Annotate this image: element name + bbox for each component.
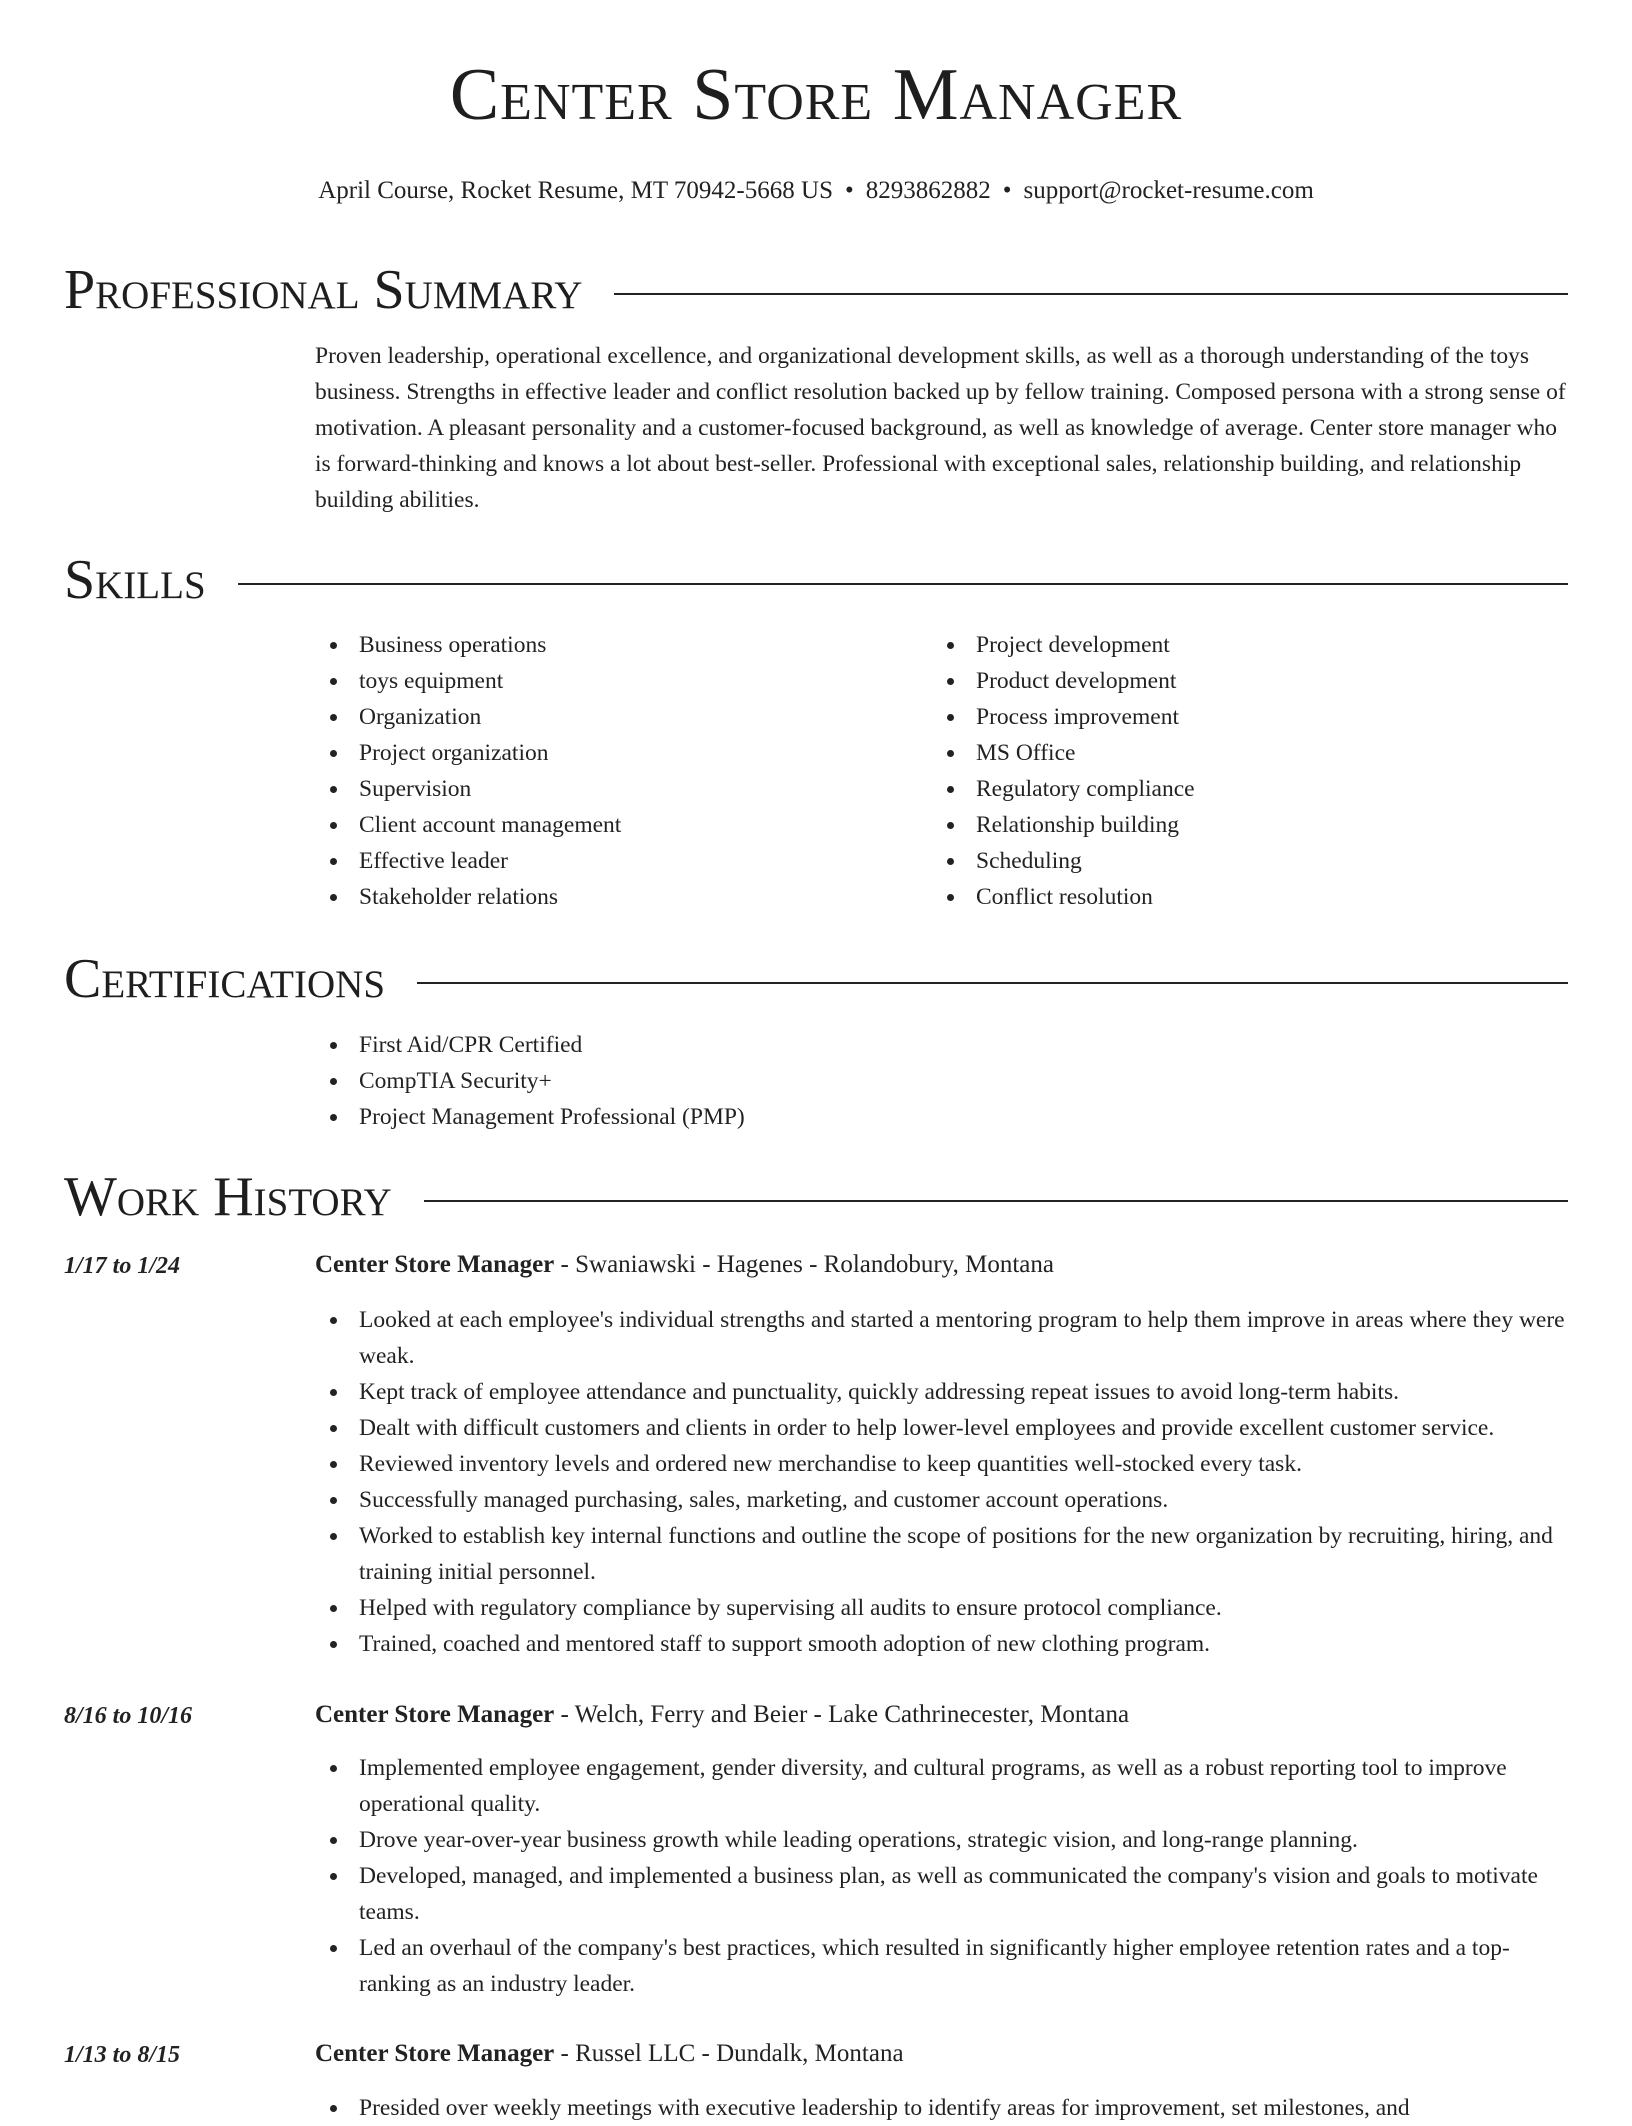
summary-title: Professional Summary bbox=[64, 259, 583, 321]
skill-item: Project development bbox=[932, 627, 1532, 663]
certification-item: First Aid/CPR Certified bbox=[315, 1027, 745, 1063]
section-divider bbox=[417, 982, 1568, 984]
resume-name: Center Store Manager bbox=[449, 54, 1183, 136]
skill-item: Client account management bbox=[315, 807, 915, 843]
skill-item: MS Office bbox=[932, 735, 1532, 771]
skill-item: Product development bbox=[932, 663, 1532, 699]
section-divider bbox=[614, 293, 1568, 295]
summary-section-header bbox=[64, 259, 1568, 321]
skill-item: Regulatory compliance bbox=[932, 771, 1532, 807]
job-bullet: Led an overhaul of the company's best practices, which resulted in significantly higher employee retention rates and a top-ranking as an industry leader. bbox=[315, 1930, 1568, 2002]
contact-separator: • bbox=[844, 177, 854, 204]
skills-section-header bbox=[64, 549, 1568, 611]
skill-item: Organization bbox=[315, 699, 915, 735]
certifications-title: Certifications bbox=[64, 948, 386, 1010]
job-bullet: Implemented employee engagement, gender diversity, and cultural programs, as well as a robust reporting tool to improve operational quality. bbox=[315, 1750, 1568, 1822]
job-bullet: Developed, managed, and implemented a business plan, as well as communicated the company's vision and goals to motivate teams. bbox=[315, 1858, 1568, 1930]
certifications-section-header bbox=[64, 948, 1568, 1010]
skill-item: Conflict resolution bbox=[932, 879, 1532, 915]
contact-address: April Course, Rocket Resume, MT 70942-5668 US bbox=[318, 177, 833, 204]
job-dates: 1/17 to 1/24 bbox=[64, 1253, 181, 1279]
job-bullet: Looked at each employee's individual strengths and started a mentoring program to help them improve in areas where they were weak. bbox=[315, 1302, 1568, 1374]
job-bullets bbox=[315, 2090, 1568, 2126]
contact-email: support@rocket-resume.com bbox=[1023, 177, 1314, 204]
certifications-list bbox=[315, 1027, 745, 1135]
summary-text: Proven leadership, operational excellence, and organizational development skills, as well as a thorough understanding of the toys business. Strengths in effective leader and conflict resolution backed up by fellow training. Composed persona with a strong sense of motivation. A pleasant personality and a customer-focused background, as well as knowledge of average. Center store manager who is forward-thinking and knows a lot about best-seller. Professional with exceptional sales, relationship building, and relationship building abilities. bbox=[315, 343, 1566, 513]
skill-item: Effective leader bbox=[315, 843, 915, 879]
job-dates: 1/13 to 8/15 bbox=[64, 2042, 181, 2068]
section-divider bbox=[424, 1200, 1568, 1202]
job-role: Center Store Manager bbox=[315, 1251, 555, 1278]
job-bullet: Helped with regulatory compliance by supervising all audits to ensure protocol compliance. bbox=[315, 1590, 1568, 1626]
job-bullet: Kept track of employee attendance and punctuality, quickly addressing repeat issues to avoid long-term habits. bbox=[315, 1374, 1568, 1410]
job-title bbox=[315, 1248, 1054, 1282]
skill-item: Business operations bbox=[315, 627, 915, 663]
job-bullet: Dealt with difficult customers and clients in order to help lower-level employees and provide excellent customer service. bbox=[315, 1410, 1568, 1446]
job-bullet: Successfully managed purchasing, sales, marketing, and customer account operations. bbox=[315, 1482, 1568, 1518]
contact-phone: 8293862882 bbox=[865, 177, 991, 204]
job-role: Center Store Manager bbox=[315, 1701, 555, 1728]
skill-item: Relationship building bbox=[932, 807, 1532, 843]
work-section-header bbox=[64, 1166, 1568, 1228]
job-dates: 8/16 to 10/16 bbox=[64, 1703, 193, 1729]
job-bullet: Reviewed inventory levels and ordered new merchandise to keep quantities well-stocked every task. bbox=[315, 1446, 1568, 1482]
job-bullet: Trained, coached and mentored staff to support smooth adoption of new clothing program. bbox=[315, 1626, 1568, 1662]
work-title: Work History bbox=[64, 1166, 392, 1228]
certification-item: CompTIA Security+ bbox=[315, 1063, 745, 1099]
skill-item: Stakeholder relations bbox=[315, 879, 915, 915]
job-employer: - Welch, Ferry and Beier - Lake Cathrinecester, Montana bbox=[554, 1701, 1130, 1728]
job-bullet: Presided over weekly meetings with executive leadership to identify areas for improvement, set milestones, and bbox=[315, 2090, 1568, 2126]
skills-title: Skills bbox=[64, 549, 206, 611]
job-employer: - Russel LLC - Dundalk, Montana bbox=[554, 2040, 904, 2067]
skills-list-left bbox=[315, 627, 915, 915]
skills-list-right bbox=[932, 627, 1532, 915]
skill-item: toys equipment bbox=[315, 663, 915, 699]
contact-line bbox=[0, 176, 1632, 206]
contact-separator: • bbox=[1002, 177, 1012, 204]
job-title bbox=[315, 1698, 1129, 1732]
job-title bbox=[315, 2037, 904, 2071]
job-employer: - Swaniawski - Hagenes - Rolandobury, Montana bbox=[554, 1251, 1054, 1278]
job-bullet: Drove year-over-year business growth while leading operations, strategic vision, and long-range planning. bbox=[315, 1822, 1568, 1858]
skill-item: Project organization bbox=[315, 735, 915, 771]
certification-item: Project Management Professional (PMP) bbox=[315, 1099, 745, 1135]
job-bullet: Worked to establish key internal functions and outline the scope of positions for the new organization by recruiting, hiring, and training initial personnel. bbox=[315, 1518, 1568, 1590]
job-bullets bbox=[315, 1750, 1568, 2002]
skill-item: Scheduling bbox=[932, 843, 1532, 879]
job-bullets bbox=[315, 1302, 1568, 1662]
skill-item: Process improvement bbox=[932, 699, 1532, 735]
skill-item: Supervision bbox=[315, 771, 915, 807]
job-role: Center Store Manager bbox=[315, 2040, 555, 2067]
section-divider bbox=[238, 583, 1568, 585]
